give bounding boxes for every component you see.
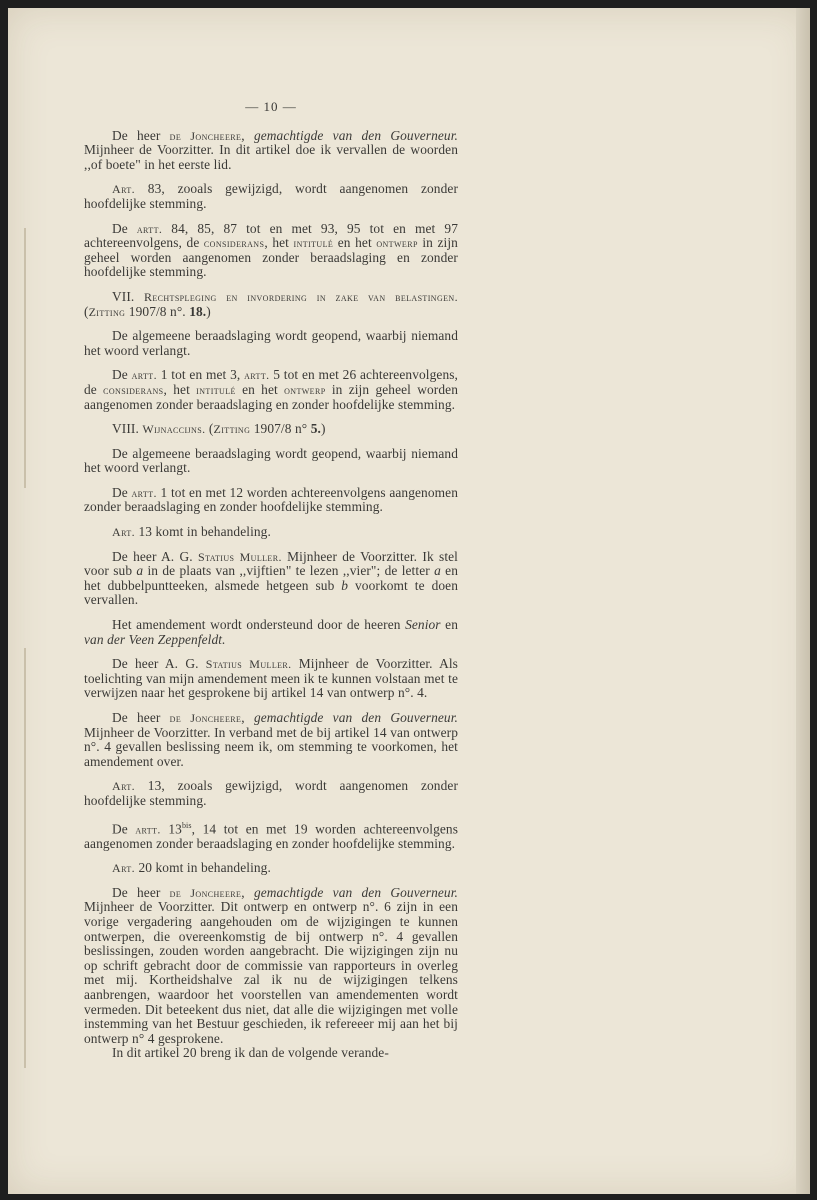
paragraph: De artt. 1 tot en met 12 worden achtereenvolgens aangenomen zonder beraadslaging en zonder hoofdelijke stemming. [84, 484, 459, 515]
text-column [84, 100, 458, 1071]
paragraph: Art. 13, zooals gewijzigd, wordt aangenomen zonder hoofdelijke stemming. [84, 778, 458, 808]
margin-stain [24, 648, 26, 1068]
paragraph: In dit artikel 20 breng ik dan de volgende verande- [112, 1045, 389, 1061]
margin-stain [24, 228, 26, 488]
page-edge [796, 8, 810, 1194]
paragraph: De heer A. G. Statius Muller. Mijnheer de Voorzitter. Als toelichting van mijn amendement meen ik te kunnen volstaan met te verwijzen naar het gesprokene bij artikel 14 van ontwerp n°. 4. [84, 656, 458, 701]
section-heading: VIII. Wijnaccijns. (Zitting 1907/8 n° 5.) [112, 421, 326, 437]
paragraph: Art. 83, zooals gewijzigd, wordt aangenomen zonder hoofdelijke stemming. [84, 181, 458, 211]
paragraph: Art. 13 komt in behandeling. [112, 524, 271, 540]
paragraph: De artt. $13^{bis}$, 14 tot en met 19 worden achtereenvolgens aangenomen zonder beraadslaging en zonder hoofdelijke stemming. [84, 820, 459, 851]
paragraph: De algemeene beraadslaging wordt geopend, waarbij niemand het woord verlangt. [84, 328, 458, 358]
paragraph: De heer de Joncheere, gemachtigde van den Gouverneur. Mijnheer de Voorzitter. In dit artikel doe ik vervallen de woorden ,,of boete" in het eerste lid. [84, 127, 458, 172]
paragraph: De heer de Joncheere, gemachtigde van den Gouverneur. Mijnheer de Voorzitter. Dit ontwerp en ontwerp n°. 6 zijn in een vorige vergadering aangehouden om de wijzigingen te kunnen ontwerpen, die overeenkomstig de bij ontwerp n°. 4 gevallen beslissingen, zouden worden aangebracht. Die wijzigingen zijn nu op schrift gebracht door de commissie van rapporteurs in overleg met mij. Kortheidshalve zal ik nu de wijzigingen telkens aanbrengen, waardoor het voorstellen van amendementen wordt vermeden. Dit beteekent dus niet, dat alle die wijzigingen met volle instemming van het Bestuur geschieden, ik refereeer mij aan het bij ontwerp n° 4 gesprokene. [84, 884, 458, 1046]
paragraph: De heer de Joncheere, gemachtigde van den Gouverneur. Mijnheer de Voorzitter. In verband met de bij artikel 14 van ontwerp n°. 4 gevallen beslissing neem ik, om stemming te voorkomen, het amendement over. [84, 710, 458, 769]
section-heading: VII. Rechtspleging en invordering in zake van belastingen. (Zitting 1907/8 n°. 18.) [84, 288, 458, 319]
page-number: — 10 — [245, 99, 297, 114]
paragraph: De algemeene beraadslaging wordt geopend, waarbij niemand het woord verlangt. [84, 445, 458, 476]
paragraph: Het amendement wordt ondersteund door de heeren Senior en van der Veen Zeppenfeldt. [84, 617, 458, 647]
paragraph: De heer A. G. Statius Muller. Mijnheer de Voorzitter. Ik stel voor sub a in de plaats van ,,vijftien" te lezen ,,vier"; de letter a en het dubbelpuntteeken, alsmede hetgeen sub b voorkomt te doen vervallen. [84, 548, 459, 608]
paragraph: De artt. 84, 85, 87 tot en met 93, 95 tot en met 97 achtereenvolgens, de considerans, het intitulé en het ontwerp in zijn geheel worden aangenomen zonder beraadslaging en zonder hoofdelijke stemming. [84, 220, 458, 280]
paragraph: Art. 20 komt in behandeling. [112, 860, 271, 876]
paragraph: De artt. 1 tot en met 3, artt. 5 tot en met 26 achtereenvolgens, de considerans, het intitulé en het ontwerp in zijn geheel worden aangenomen zonder beraadslaging en zonder hoofdelijke stemming. [84, 367, 458, 412]
document-page [8, 8, 810, 1194]
